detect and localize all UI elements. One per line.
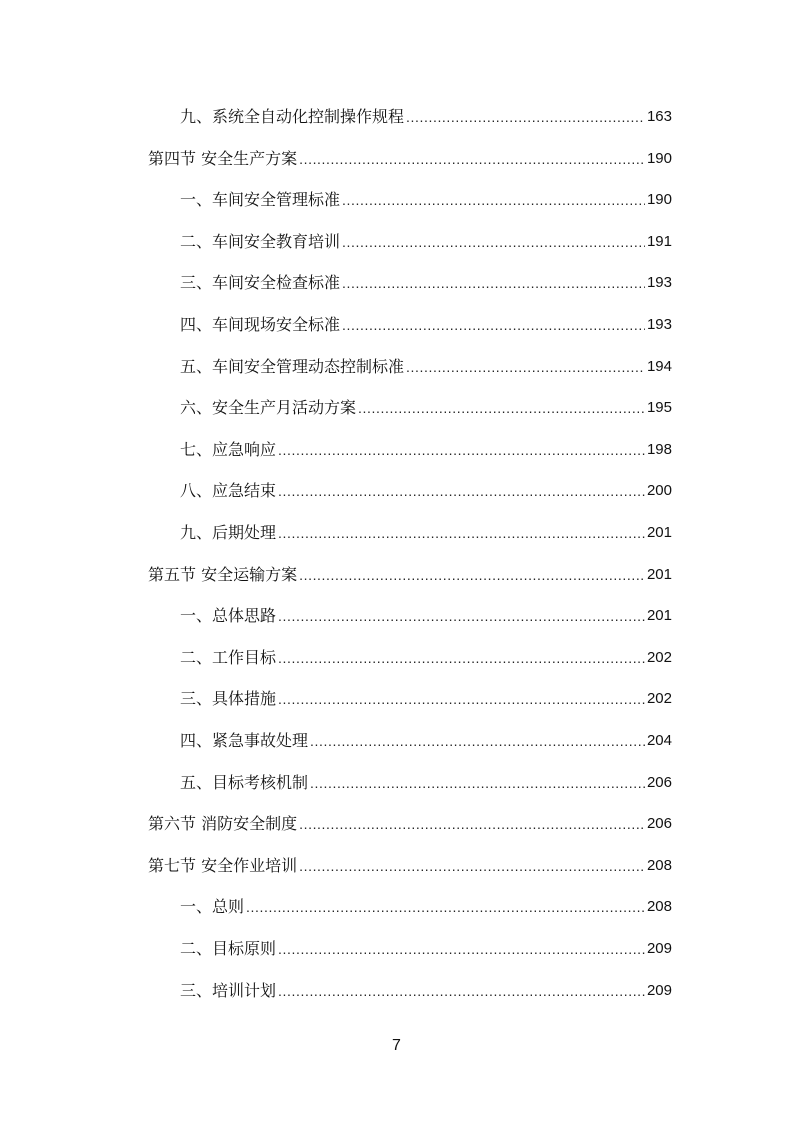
toc-entry-page: 201 — [646, 607, 672, 625]
toc-entry-page: 202 — [646, 690, 672, 708]
toc-entry[interactable] — [180, 893, 672, 917]
toc-entry-title: 三、培训计划 — [180, 980, 277, 1000]
toc-entry[interactable] — [148, 561, 672, 585]
toc-entry[interactable] — [180, 103, 672, 127]
toc-entry[interactable] — [180, 477, 672, 501]
toc-entry-title: 一、总则 — [180, 897, 245, 917]
dot-leader — [342, 232, 645, 252]
dot-leader — [299, 856, 645, 876]
toc-entry-title: 九、系统全自动化控制操作规程 — [180, 107, 405, 126]
toc-entry-title: 八、应急结束 — [180, 481, 277, 501]
toc-entry-page: 193 — [646, 274, 672, 292]
toc-entry-title: 二、工作目标 — [180, 647, 277, 667]
toc-entry-page: 201 — [646, 565, 672, 583]
toc-entry-page: 208 — [646, 898, 672, 916]
toc-entry-title: 三、车间安全检查标准 — [180, 273, 341, 293]
toc-entry[interactable] — [180, 394, 672, 418]
toc-entry-title: 一、车间安全管理标准 — [180, 190, 341, 210]
toc-entry-title: 二、车间安全教育培训 — [180, 231, 341, 251]
toc-entry-page: 191 — [646, 232, 672, 250]
toc-entry-page: 200 — [646, 482, 672, 500]
dot-leader — [278, 481, 645, 501]
toc-entry[interactable] — [148, 852, 672, 876]
toc-entry[interactable] — [180, 228, 672, 252]
toc-entry-page: 202 — [646, 648, 672, 666]
toc-entry-title: 二、目标原则 — [180, 939, 277, 958]
toc-entry-title: 九、后期处理 — [180, 523, 277, 542]
toc-entry[interactable] — [148, 810, 672, 834]
toc-entry-title: 五、目标考核机制 — [180, 772, 309, 792]
toc-entry[interactable] — [180, 353, 672, 377]
toc-entry[interactable] — [180, 935, 672, 959]
toc-entry[interactable] — [180, 519, 672, 543]
toc-entry-page: 209 — [646, 940, 672, 957]
toc-entry-page: 209 — [646, 981, 672, 999]
toc-entry[interactable] — [180, 685, 672, 709]
toc-entry-title: 七、应急响应 — [180, 439, 277, 459]
toc-entry-page: 163 — [646, 108, 672, 125]
toc-entry-title: 第七节 安全作业培训 — [148, 855, 298, 875]
toc-entry-page: 195 — [646, 399, 672, 417]
toc-entry-page: 204 — [646, 732, 672, 749]
dot-leader — [278, 648, 645, 668]
toc-entry[interactable] — [180, 727, 672, 751]
toc-entry-page: 194 — [646, 357, 672, 375]
dot-leader — [310, 773, 645, 793]
toc-entry-title: 一、总体思路 — [180, 606, 277, 626]
toc-entry-page: 190 — [646, 149, 672, 167]
toc-entry-title: 五、车间安全管理动态控制标准 — [180, 356, 405, 376]
dot-leader — [299, 149, 645, 169]
toc-entry[interactable] — [180, 769, 672, 793]
toc-entry[interactable] — [180, 644, 672, 668]
toc-entry-page: 190 — [646, 191, 672, 209]
dot-leader — [406, 357, 645, 377]
dot-leader — [310, 731, 645, 751]
dot-leader — [299, 814, 645, 834]
toc-entry-title: 第六节 消防安全制度 — [148, 814, 298, 834]
toc-entry-page: 201 — [646, 524, 672, 541]
toc-entry-page: 198 — [646, 440, 672, 458]
toc-entry[interactable] — [180, 436, 672, 460]
dot-leader — [342, 315, 645, 335]
toc-entry-title: 四、车间现场安全标准 — [180, 315, 341, 334]
toc-entry-page: 206 — [646, 773, 672, 791]
toc-entry[interactable] — [180, 977, 672, 1001]
dot-leader — [278, 523, 645, 543]
dot-leader — [278, 981, 645, 1001]
toc-entry-title: 六、安全生产月活动方案 — [180, 398, 357, 418]
dot-leader — [406, 107, 645, 127]
toc-entry[interactable] — [180, 311, 672, 335]
toc-entry[interactable] — [180, 186, 672, 210]
toc-entry[interactable] — [180, 269, 672, 293]
toc-entry-page: 206 — [646, 815, 672, 833]
toc-entry-title: 第四节 安全生产方案 — [148, 148, 298, 168]
dot-leader — [358, 398, 645, 418]
toc-entry-title: 四、紧急事故处理 — [180, 731, 309, 750]
toc-entry-title: 第五节 安全运输方案 — [148, 564, 298, 584]
dot-leader — [278, 939, 645, 959]
dot-leader — [278, 606, 645, 626]
dot-leader — [342, 273, 645, 293]
toc-entry[interactable] — [180, 602, 672, 626]
toc-entry-page: 208 — [646, 856, 672, 874]
toc-entry[interactable] — [148, 145, 672, 169]
dot-leader — [278, 689, 645, 709]
toc-entry-page: 193 — [646, 316, 672, 333]
page-number: 7 — [392, 1037, 401, 1054]
dot-leader — [342, 190, 645, 210]
toc-entry-title: 三、具体措施 — [180, 689, 277, 709]
dot-leader — [278, 440, 645, 460]
dot-leader — [299, 565, 645, 585]
dot-leader — [246, 897, 645, 917]
